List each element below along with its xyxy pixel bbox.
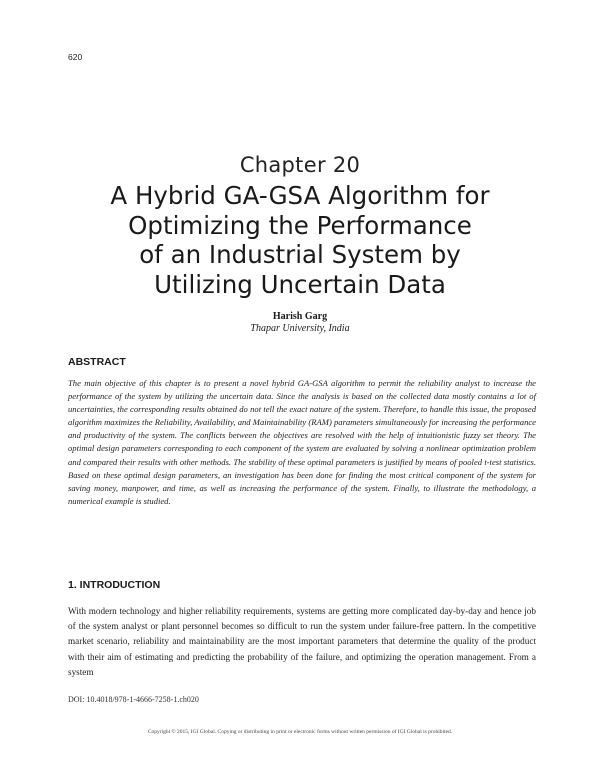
title-line-4: Utilizing Uncertain Data: [154, 269, 446, 299]
title-line-3: of an Industrial System by: [139, 240, 461, 269]
author-affiliation: Thapar University, India: [250, 323, 350, 334]
copyright-notice: Copyright © 2015, IGI Global. Copying or distributing in print or electronic forms without written permission of IGI Global is prohibited.: [147, 729, 453, 735]
abstract-text: The main objective of this chapter is to present a novel hybrid GA-GSA algorithm to permit the reliability analyst to increase the performance of the system by utilizing the uncertain data. Since the analysis is based on the collected data mostly contains a lot of uncertainties, the corresponding results obtained do not tell the exact nature of the system. Therefore, to handle this issue, the proposed algorithm maximizes the Reliability, Availability, and Maintainability (RAM) parameters simultaneously for increasing the performance and productivity of the system. The conflicts between the objectives are resolved with the help of intuitionistic fuzzy set theory. The optimal design parameters corresponding to each component of the system are evaluated by solving a nonlinear optimization problem and compared their results with other methods. The stability of these optimal parameters is justified by means of pooled t-test statistics. Based on these optimal design parameters, an investigation has been done for finding the most critical component of the system for saving money, manpower, and time, as well as increasing the performance of the system. Finally, to illustrate the methodology, a numerical example is studied.: [68, 378, 536, 506]
introduction-text: With modern technology and higher reliability requirements, systems are getting more complicated day-by-day and hence job of the system analyst or plant personnel becomes so difficult to run the system under failure-free pattern. In the competitive market scenario, reliability and maintainability are the most important parameters that determine the quality of the product with their aim of estimating and predicting the probability of the failure, and optimizing the operation management. From a system: [68, 606, 536, 677]
chapter-label: Chapter 20: [239, 153, 361, 177]
abstract-heading: ABSTRACT: [68, 356, 126, 368]
page-number: 620: [68, 52, 83, 62]
doi: DOI: 10.4018/978-1-4666-7258-1.ch020: [68, 695, 199, 704]
introduction-heading: 1. INTRODUCTION: [68, 579, 161, 591]
title-line-2: Optimizing the Performance: [128, 210, 472, 240]
chapter-title: [40, 181, 560, 299]
title-line-1: A Hybrid GA-GSA Algorithm for: [110, 181, 490, 210]
author-name: Harish Garg: [272, 311, 328, 322]
